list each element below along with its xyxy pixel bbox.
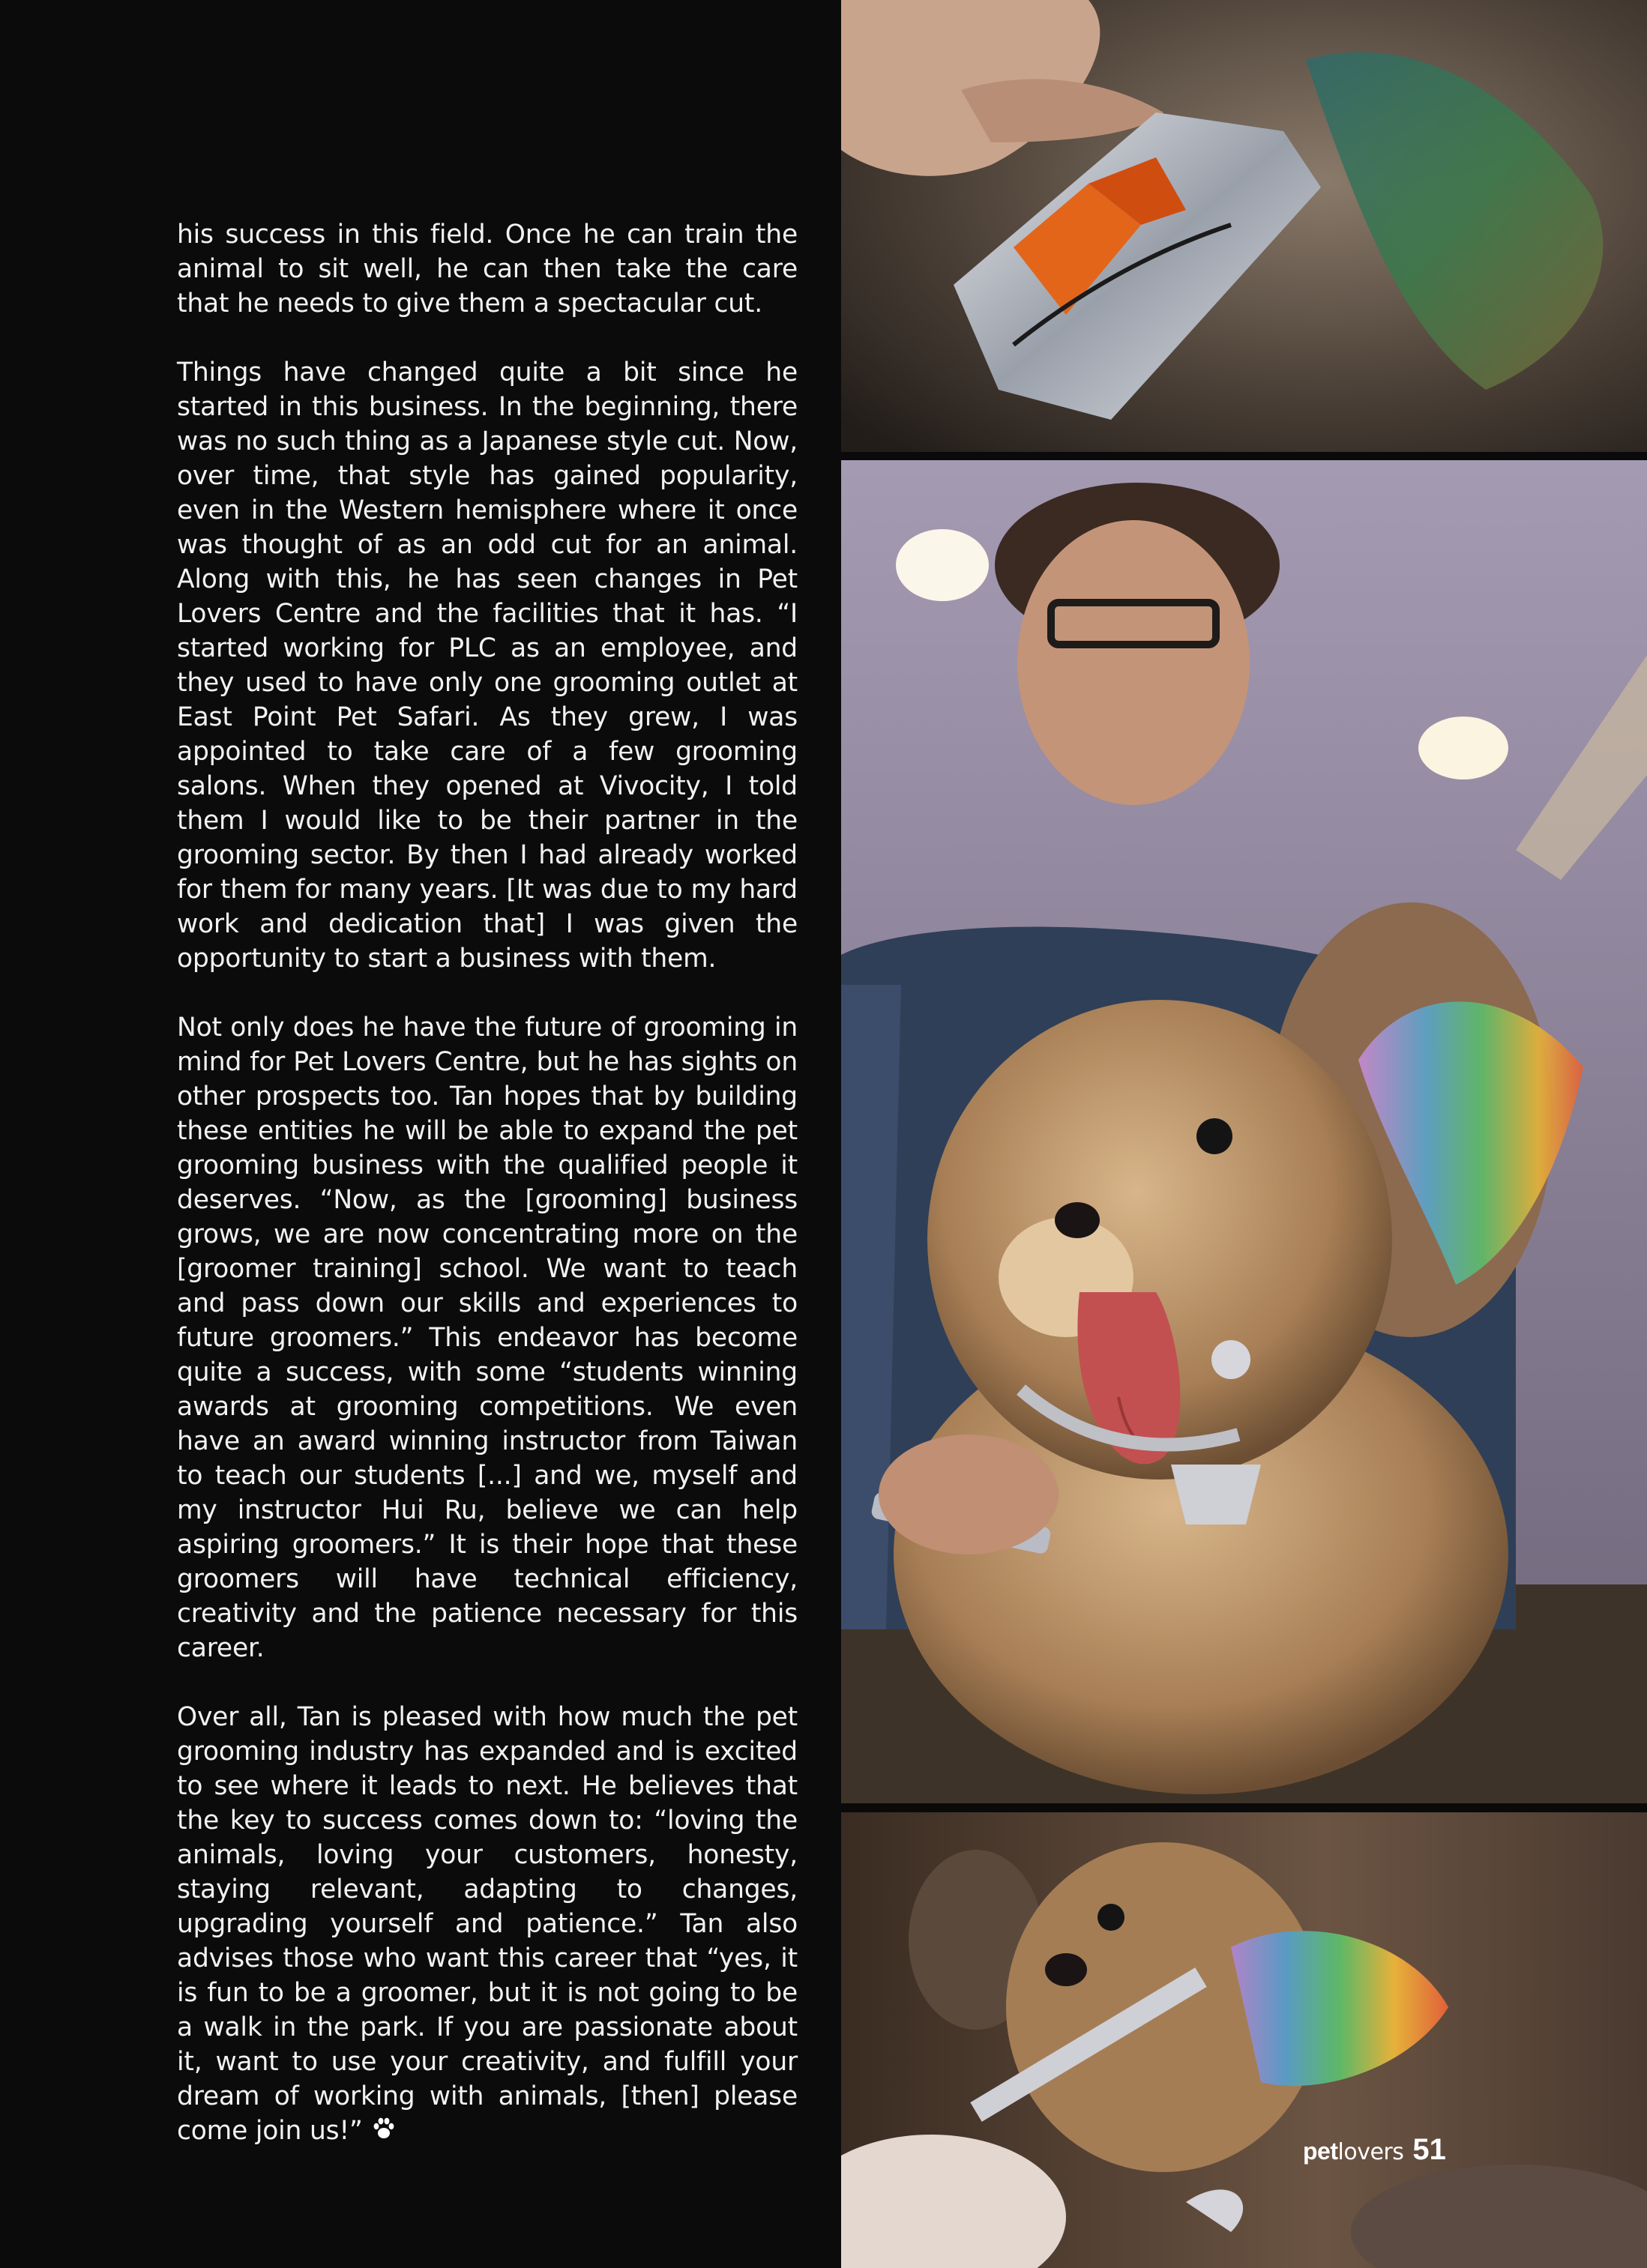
photo-column: [841, 0, 1647, 2268]
paragraph-3: Not only does he have the future of grooming in mind for Pet Lovers Centre, but he has sights on other prospects too. Tan hopes that by building these entities he will be able to expand the pet grooming business with the qualified people it deserves. “Now, as the [grooming] business grows, we are now concentrating more on the [groomer training] school. We want to teach and pass down our skills and experiences to future groomers.” This endeavor has become quite a success, with some “students winning awards at grooming competitions. We even have an award winning instructor from Taiwan to teach our students [...] and we, myself and my instructor Hui Ru, believe we can help aspiring groomers.” It is their hope that these groomers will have technical efficiency, creativity and the patience necessary for this career.: [177, 1013, 798, 1663]
photo-foil-dye: [841, 0, 1647, 452]
article-body: [177, 217, 798, 2183]
magazine-logo: [1303, 2138, 1403, 2165]
photo-dog-being-combed: [841, 1812, 1647, 2268]
paragraph-4-text: Over all, Tan is pleased with how much the pet grooming industry has expanded and is excited to see where it leads to next. He believes that the key to success comes down to: “loving the animals, loving your customers, honesty, staying relevant, adapting to changes, upgrading yourself and patience.” Tan also advises those who want this career that “yes, it is fun to be a groomer, but it is not going to be a walk in the park. If you are passionate about it, want to use your creativity, and fulfill your dream of working with animals, [then] please come join us!”: [177, 1702, 798, 2146]
photo-groomer-with-dog: [841, 460, 1647, 1803]
logo-lovers: lovers: [1337, 2139, 1404, 2165]
page-footer: [1303, 2133, 1446, 2167]
paw-print-icon: [370, 2115, 397, 2142]
paragraph-2: Things have changed quite a bit since he started in this business. In the beginning, there was no such thing as a Japanese style cut. Now, over time, that style has gained popularity, even in the Western hemisphere where it once was thought of as an odd cut for an animal. Along with this, he has seen changes in Pet Lovers Centre and the facilities that it has. “I started working for PLC as an employee, and they used to have only one grooming outlet at East Point Pet Safari. As they grew, I was appointed to take care of a few grooming salons. When they opened at Vivocity, I told them I would like to be their partner in the grooming sector. By then I had already worked for them for many years. [It was due to my hard work and dedication that] I was given the opportunity to start a business with them.: [177, 358, 798, 974]
paragraph-4: [177, 1700, 798, 2148]
logo-pet: pet: [1303, 2138, 1338, 2165]
page-number: 51: [1412, 2133, 1446, 2166]
paragraph-1: his success in this field. Once he can train the animal to sit well, he can then take the care that he needs to give them a spectacular cut.: [177, 220, 798, 319]
